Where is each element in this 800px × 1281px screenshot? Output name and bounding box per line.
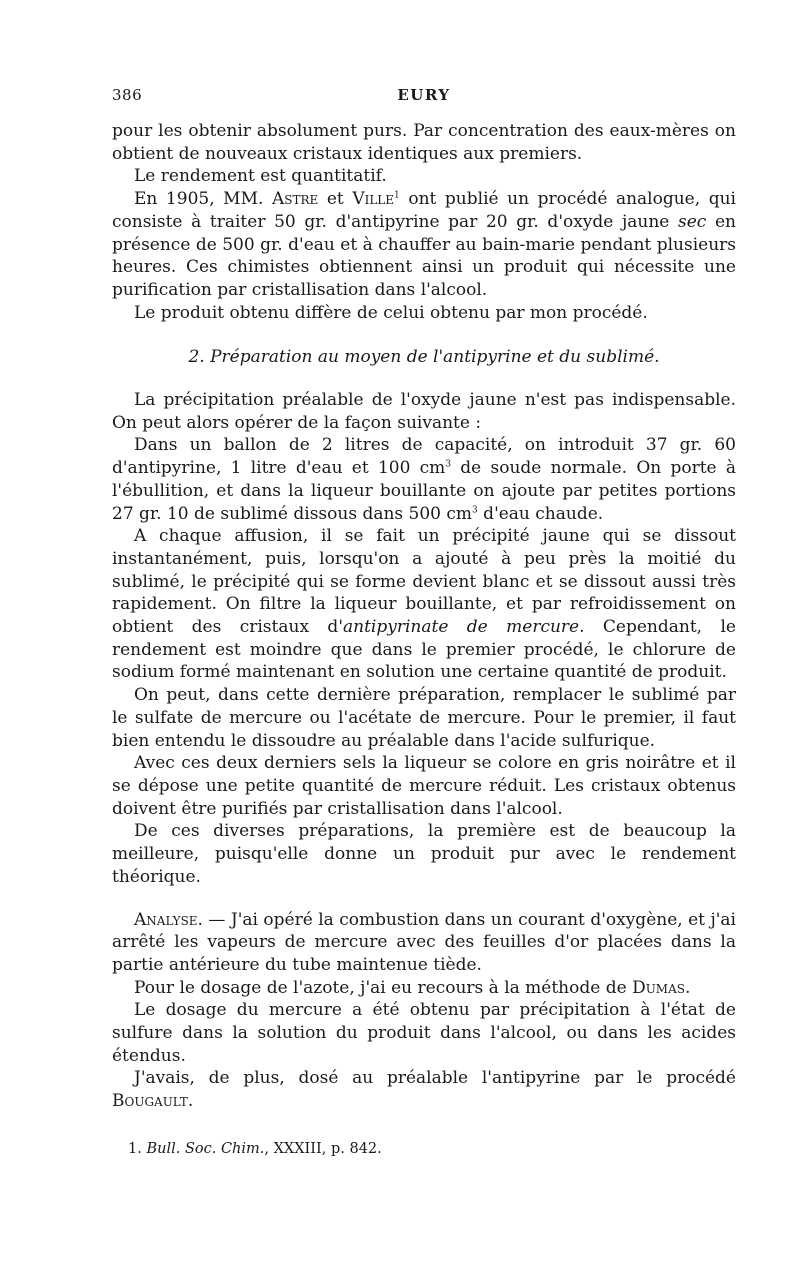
page-header bbox=[112, 86, 736, 106]
paragraph: De ces diverses préparations, la première est de beaucoup la meilleure, puisqu'elle donne un produit pur avec le rendement théorique. bbox=[112, 821, 736, 887]
running-title: EURY bbox=[397, 86, 451, 104]
author-name: Astre bbox=[271, 189, 319, 210]
paragraph: En 1905, MM. Astre et Ville$^1$ ont publié un procédé analogue, qui consiste à traiter 50 gr. d'antipyrine par 20 gr. d'oxyde jaune sec en présence de 500 gr. d'eau et à chauffer au bain-marie pendant plusieurs heures. Ces chimistes obtiennent ainsi un produit qui nécessite une purification par cristallisation dans l'alcool. bbox=[112, 189, 736, 300]
paragraph: Avec ces deux derniers sels la liqueur se colore en gris noirâtre et il se dépose une petite quantité de mercure réduit. Les cristaux obtenus doivent être purifiés par cristallisation dans l'alcool. bbox=[112, 753, 736, 819]
paragraph: On peut, dans cette dernière préparation, remplacer le sublimé par le sulfate de mercure ou l'acétate de mercure. Pour le premier, il faut bien entendu le dissoudre au préalable dans l'acide sulfurique. bbox=[112, 685, 736, 751]
paragraph: Le produit obtenu diffère de celui obtenu par mon procédé. bbox=[134, 302, 648, 323]
paragraph: Pour le dosage de l'azote, j'ai eu recours à la méthode de Dumas. bbox=[134, 977, 691, 998]
body-text bbox=[112, 120, 736, 1113]
paragraph: Le dosage du mercure a été obtenu par précipitation à l'état de sulfure dans la solution du produit dans l'alcool, ou dans les acides étendus. bbox=[112, 1000, 736, 1066]
section-title: 2. Préparation au moyen de l'antipyrine et du sublimé. bbox=[188, 347, 660, 368]
paragraph: Le rendement est quantitatif. bbox=[134, 166, 387, 187]
page-number: 386 bbox=[112, 86, 143, 104]
paragraph: pour les obtenir absolument purs. Par concentration des eaux-mères on obtient de nouveaux cristaux identiques aux premiers. bbox=[112, 121, 736, 164]
paragraph: La précipitation préalable de l'oxyde jaune n'est pas indispensable. On peut alors opérer de la façon suivante : bbox=[112, 390, 736, 433]
journal-title: Bull. Soc. Chim. bbox=[146, 1141, 265, 1157]
author-name: Dumas bbox=[632, 977, 685, 998]
author-name: Ville bbox=[352, 189, 395, 210]
analyse-label: Analyse. bbox=[134, 909, 203, 930]
paragraph: Analyse. — J'ai opéré la combustion dans un courant d'oxygène, et j'ai arrêté les vapeurs de mercure avec des feuilles d'or placées dans la partie antérieure du tube maintenue tiède. bbox=[112, 909, 736, 975]
footnote-ref: 1 bbox=[394, 190, 400, 201]
paragraph: J'avais, de plus, dosé au préalable l'antipyrine par le procédé Bougault. bbox=[112, 1068, 736, 1112]
paragraph: A chaque affusion, il se fait un précipité jaune qui se dissout instantanément, puis, lorsqu'on a ajouté à peu près la moitié du sublimé, le précipité qui se forme devient blanc et se dissout aussi très rapidement. On filtre la liqueur bouillante, et par refroidissement on obtient des cristaux d'antipyrinate de mercure. Cependant, le rendement est moindre que dans le premier procédé, le chlorure de sodium formé maintenant en solution une certaine quantité de produit. bbox=[112, 526, 736, 683]
footnote: 1. Bull. Soc. Chim., XXXIII, p. 842. bbox=[128, 1141, 382, 1157]
author-name: Bougault bbox=[112, 1091, 188, 1112]
paragraph: Dans un ballon de 2 litres de capacité, on introduit 37 gr. 60 d'antipyrine, 1 litre d'eau et 100 $cm^3$ de soude normale. On porte à l'ébullition, et dans la liqueur bouillante on ajoute par petites portions 27 gr. 10 de sublimé dissous dans 500 $cm^3$ d'eau chaude. bbox=[112, 435, 737, 524]
